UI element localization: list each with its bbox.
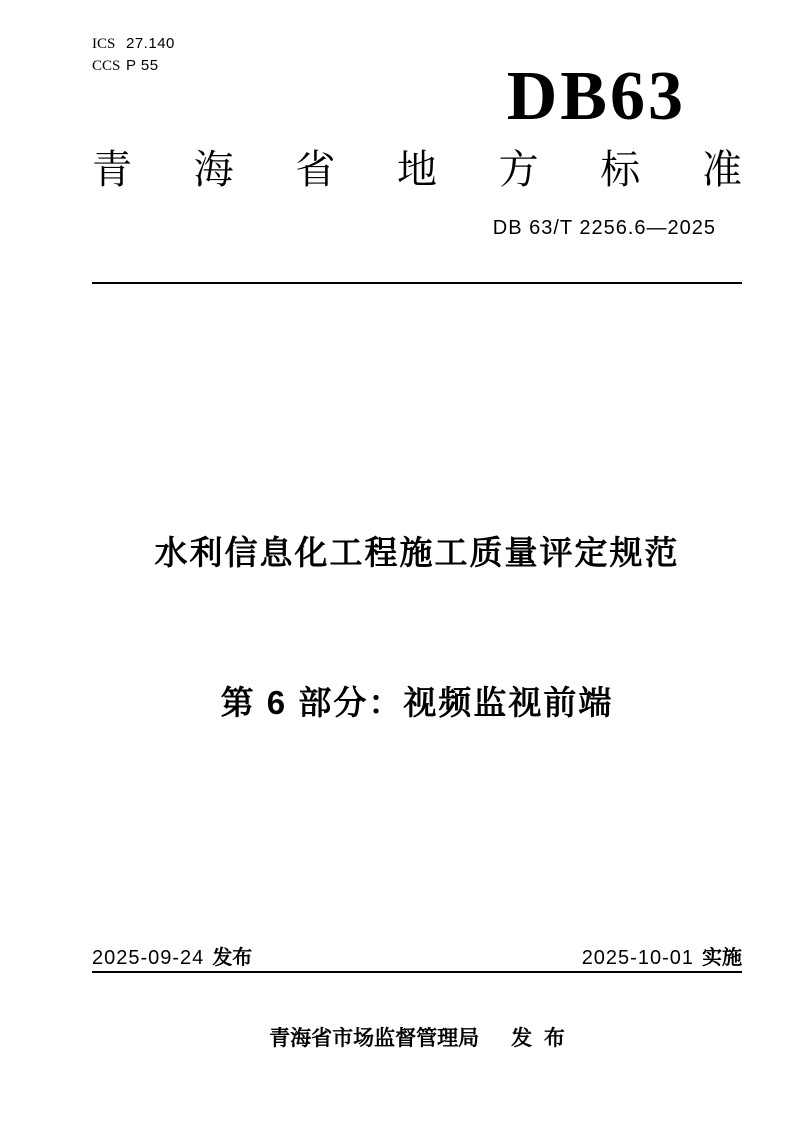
standard-type-char: 方	[498, 148, 539, 192]
title-line-1: 水利信息化工程施工质量评定规范	[154, 534, 680, 571]
header-rule	[92, 282, 742, 284]
standard-type-char: 地	[396, 148, 437, 192]
publisher-action: 发 布	[511, 1027, 565, 1050]
standard-number: DB 63/T 2256.6—2025	[492, 217, 716, 239]
issue-date: 2025-09-24	[92, 947, 205, 969]
standard-type-char: 准	[701, 148, 742, 192]
standard-type-heading	[92, 150, 742, 190]
standard-type-char: 青	[92, 148, 132, 192]
ccs-label: CCS	[92, 58, 121, 74]
implement-date-group	[582, 946, 742, 970]
ics-label: ICS	[92, 36, 116, 52]
publisher-agency: 青海省市场监督管理局	[269, 1027, 480, 1050]
standard-type-char: 海	[193, 148, 234, 192]
issue-date-group	[92, 946, 252, 970]
title-line-2: 第 6 部分：视频监视前端	[220, 684, 614, 721]
implement-date: 2025-10-01	[581, 947, 694, 969]
footer-rule	[92, 971, 742, 973]
ics-value: 27.140	[126, 35, 175, 52]
implement-label: 实施	[702, 947, 742, 969]
ccs-value: P 55	[126, 57, 159, 74]
publisher-row	[92, 1026, 742, 1052]
standard-type-char: 省	[295, 148, 336, 192]
document-title	[92, 428, 742, 828]
classification-block	[92, 33, 175, 77]
ccs-row	[92, 55, 175, 77]
ics-row	[92, 33, 175, 55]
issue-label: 发布	[212, 947, 253, 969]
standard-type-char: 标	[600, 148, 641, 192]
dates-row	[92, 946, 742, 970]
db63-logo: DB63	[506, 58, 686, 135]
